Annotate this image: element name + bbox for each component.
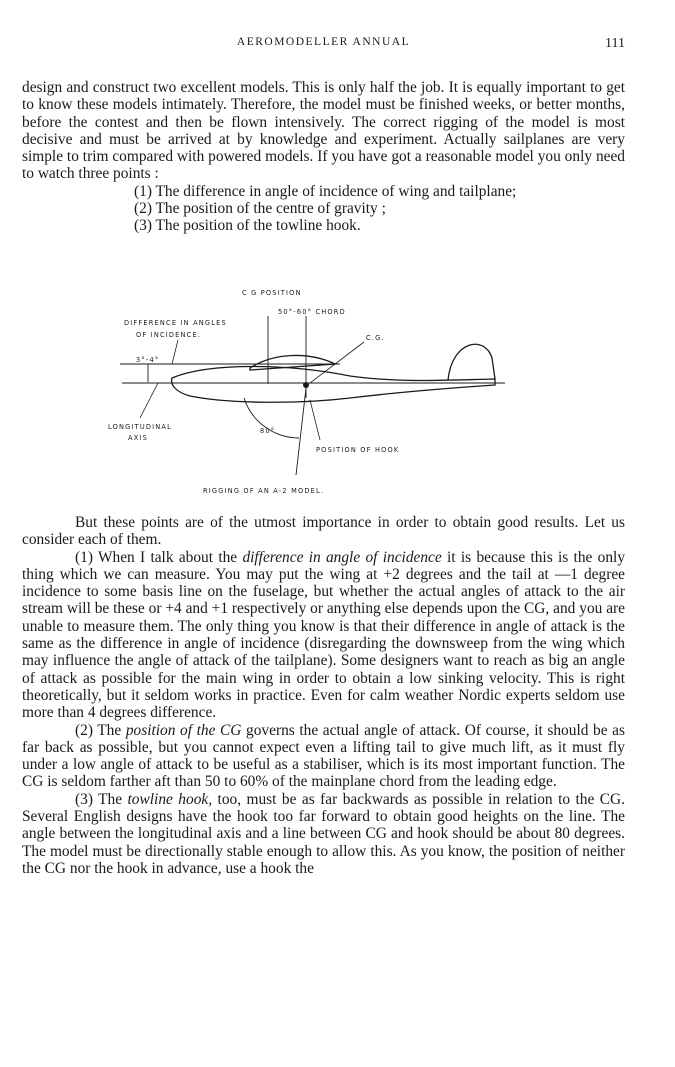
cg-position-label: C G POSITION: [242, 289, 302, 297]
point-three-paragraph: [22, 791, 625, 877]
running-title: AEROMODELLER ANNUAL: [236, 36, 411, 48]
page-number: 111: [605, 36, 625, 51]
hook-leader: [310, 400, 320, 440]
longitudinal-label-2: AXIS: [128, 434, 148, 442]
longitudinal-leader: [140, 383, 158, 418]
body-section: [22, 514, 625, 877]
point-three-text: too, must be as far backwards as possible in relation to the CG. Several English designs have the hook too far forward to obtain good heights on the line. The angle between the longitudinal axis and a line between CG and hook should be about 80 degrees. The model must be directionally stable enough to allow this. As you know, the position of neither the CG nor the hook in advance, use a hook the: [22, 790, 626, 877]
rigging-diagram: [100, 280, 520, 498]
point-one-text: it is because this is the only thing which we can measure. You may put the wing at +2 degrees and the tail at —1 degree incidence to some basis line on the fuselage, but whether the actual angles of attack to the air stream will be these or +4 and +1 respectively or anything else depends upon the CG, and you are unable to measure them. The only thing you know is that their difference in angle of attack is the same as the difference in angle of incidence (disregarding the downsweep from the wing which may influence the angle of attack of the tailplane). Some designers want to reach as big an angle of attack as possible for the main wing in order to obtain a low sinking velocity. This is right theoretically, but it seldom works in practice. Even for calm weather Nordic experts seldom use more than 4 degrees difference.: [22, 548, 626, 722]
difference-label-1: DIFFERENCE IN ANGLES: [124, 319, 227, 327]
longitudinal-label-1: LONGITUDINAL: [108, 423, 173, 431]
chord-label: 50°-60° CHORD: [278, 308, 346, 316]
point-two-text: governs the actual angle of attack. Of course, it should be as far back as possible, but you cannot expect even a lifting tail to give much lift, as it must fly under a low angle of attack to be useful as a stabiliser, which is its most important function. The CG is seldom farther aft than 50 to 60% of the mainplane chord from the leading edge.: [22, 721, 625, 791]
tail-fin: [448, 344, 495, 380]
figure-caption: RIGGING OF AN A-2 MODEL.: [203, 487, 325, 495]
rigging-diagram-svg: [100, 280, 520, 498]
point-three-lead: (3) The: [75, 790, 128, 808]
difference-label-2: OF INCIDENCE.: [136, 331, 202, 339]
difference-leader: [172, 340, 178, 364]
point-two-emphasis: position of the CG: [125, 721, 242, 739]
angle-80-label: 80°: [260, 427, 276, 435]
fuselage-outline: [172, 367, 495, 403]
cg-marker: [303, 382, 309, 388]
list-item: (1) The difference in angle of incidence of wing and tailplane;: [134, 182, 517, 200]
points-list: [22, 183, 625, 235]
point-three-emphasis: towline hook,: [127, 790, 213, 808]
cg-label: C.G.: [366, 334, 385, 342]
point-one-paragraph: [22, 549, 625, 722]
hook-label: POSITION OF HOOK: [316, 446, 400, 454]
point-one-lead: (1) When I talk about the: [75, 548, 243, 566]
point-two-lead: (2) The: [75, 721, 126, 739]
intro-paragraph: design and construct two excellent models. This is only half the job. It is equally important to get to know these models intimately. Therefore, the model must be finished weeks, or better months, before the contest and then be flown intensively. The correct rigging of the model is most decisive and must be arrived at by knowledge and experiment. Actually sailplanes are very simple to trim compared with powered models. If you have got a reasonable model you only need to watch three points :: [22, 79, 625, 183]
point-one-emphasis: difference in angle of incidence: [242, 548, 442, 566]
list-item: (2) The position of the centre of gravity ;: [134, 200, 386, 218]
body-paragraph: But these points are of the utmost importance in order to obtain good results. Let us consider each of them.: [22, 514, 625, 549]
running-head: [22, 36, 625, 52]
small-angle-label: 3°-4°: [136, 356, 160, 364]
intro-section: [22, 79, 625, 235]
hook-line: [296, 388, 306, 475]
list-item: (3) The position of the towline hook.: [134, 217, 361, 235]
point-two-paragraph: [22, 722, 625, 791]
